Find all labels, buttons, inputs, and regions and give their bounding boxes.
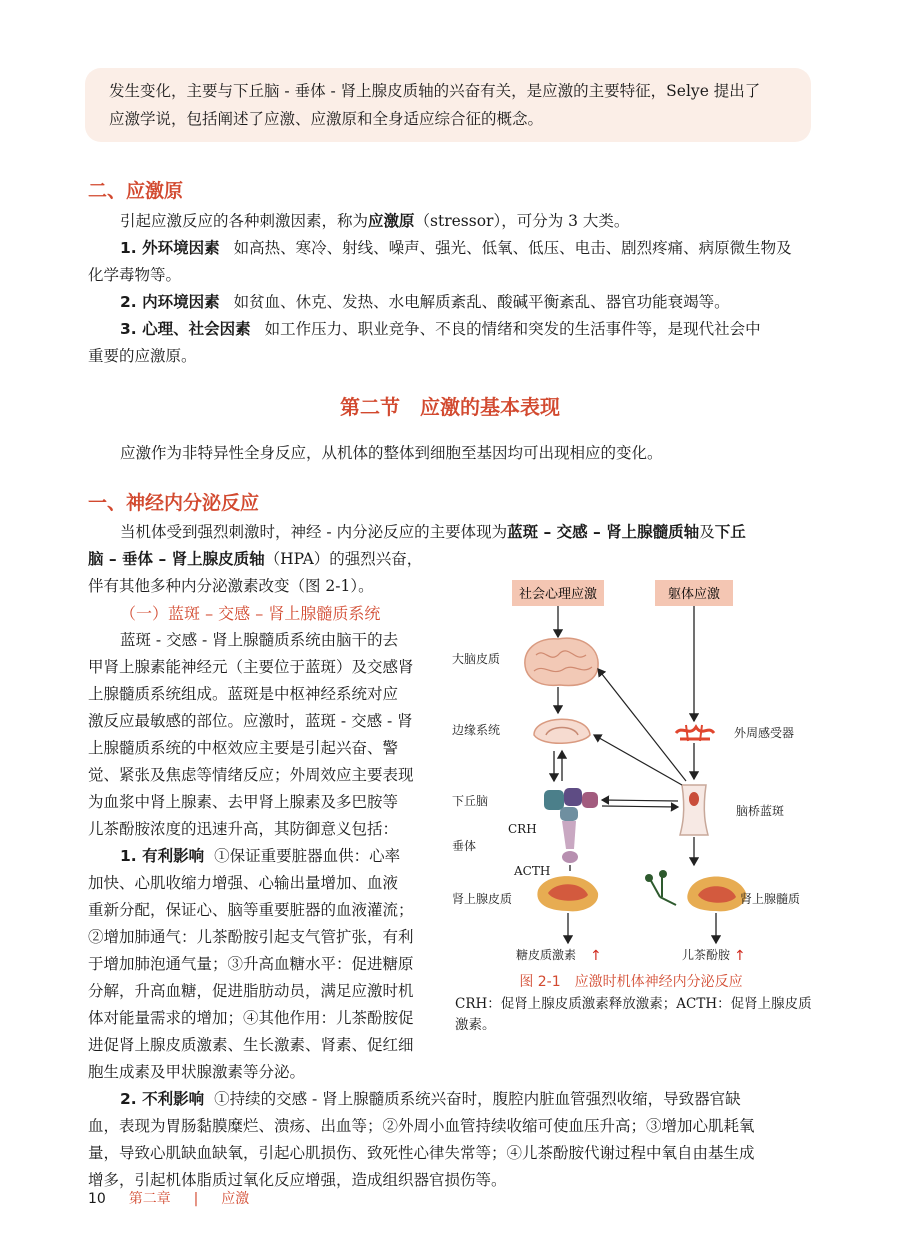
lc-subheading: （一）蓝斑 – 交感 – 肾上腺髓质系统: [120, 604, 381, 623]
lc-line: 为血浆中肾上腺素、去甲肾上腺素及多巴胺等: [88, 793, 399, 811]
label-cortex: 大脑皮质: [452, 652, 501, 666]
stressor-heading: 二、应激原: [88, 180, 184, 202]
favorable-line: 胞生成素及甲状腺激素等分泌。: [88, 1063, 306, 1081]
body-stress-label: 躯体应激: [667, 587, 721, 602]
locus-coeruleus-icon: [680, 785, 708, 835]
favorable-line: 重新分配，保证心、脑等重要脏器的血液灌流；: [88, 901, 414, 919]
label-acth: ACTH: [514, 864, 551, 878]
footer-separator: |: [193, 1191, 199, 1207]
section-title: 第二节 应激的基本表现: [340, 395, 560, 419]
favorable-line: 于增加肺泡通气量；③升高血糖水平：促进糖原: [88, 955, 414, 973]
intro-summary-box: [85, 68, 811, 142]
figure-note: CRH：促肾上腺皮质激素释放激素；ACTH：促肾上腺皮质激素。: [455, 996, 812, 1033]
adrenal-cortex-icon: [537, 876, 598, 911]
favorable-line-1: 1. 有利影响 ①保证重要脏器血供：心率: [120, 847, 401, 865]
intro-line-2: 应激学说，包括阐述了应激、应激原和全身适应综合征的概念。: [109, 110, 544, 128]
stressor-item-1-cont: 化学毒物等。: [88, 266, 182, 284]
favorable-line: ②增加肺通气：儿茶酚胺引起支气管扩张，有利: [88, 928, 414, 946]
label-glucocorticoid: 糖皮质激素: [516, 948, 577, 962]
favorable-line: 体对能量需求的增加；④其他作用：儿茶酚胺促: [88, 1009, 414, 1027]
label-adrenal-medulla: 肾上腺髓质: [740, 892, 801, 906]
stressor-item-3: 3. 心理、社会因素 如工作压力、职业竞争、不良的情绪和突发的生活事件等，是现代社会中: [120, 320, 761, 338]
cortex-brain-icon: [525, 638, 598, 685]
favorable-line: 分解，升高血糖，促进脂肪动员，满足应激时机: [88, 982, 414, 1000]
lc-line: 儿茶酚胺浓度的迅速升高，其防御意义包括：: [88, 820, 399, 838]
stressor-item-1: 1. 外环境因素 如高热、寒冷、射线、噪声、强光、低氧、低压、电击、剧烈疼痛、病原微生物及: [120, 239, 792, 257]
catecholamine-up-arrow-icon: ↑: [734, 948, 746, 964]
lc-line: 觉、紧张及焦虑等情绪反应；外周效应主要表现: [88, 766, 414, 784]
label-crh: CRH: [508, 822, 537, 836]
lc-line: 上腺髓质系统的中枢效应主要是引起兴奋、警: [88, 739, 399, 757]
unfavorable-line: 增多，引起机体脂质过氧化反应增强，造成组织器官损伤等。: [88, 1171, 507, 1189]
glucocorticoid-up-arrow-icon: ↑: [590, 948, 602, 964]
label-catecholamine: 儿茶酚胺: [682, 948, 731, 962]
label-hypothalamus: 下丘脑: [452, 794, 489, 808]
lc-line: 上腺髓质系统组成。蓝斑是中枢神经系统对应: [88, 685, 399, 703]
label-limbic: 边缘系统: [452, 723, 501, 737]
neuroendocrine-figure: [450, 575, 812, 975]
neuro-p1-line3: 伴有其他多种内分泌激素改变（图 2-1）。: [88, 577, 374, 595]
psych-stress-label: 社会心理应激: [518, 587, 598, 602]
chapter-label: 第二章: [128, 1191, 171, 1207]
lc-line: 甲肾上腺素能神经元（主要位于蓝斑）及交感肾: [88, 658, 414, 676]
label-pituitary: 垂体: [452, 839, 477, 853]
intro-line-1: 发生变化，主要与下丘脑 - 垂体 - 肾上腺皮质轴的兴奋有关，是应激的主要特征，Selye 提出了: [109, 82, 761, 100]
label-adrenal-cortex: 肾上腺皮质: [452, 892, 513, 906]
lc-line: 激反应最敏感的部位。应激时，蓝斑 - 交感 - 肾: [88, 712, 413, 730]
neuro-p1-line2: 脑 – 垂体 – 肾上腺皮质轴（HPA）的强烈兴奋，: [88, 550, 423, 568]
peripheral-receptor-icon: [676, 725, 714, 741]
stressor-item-2: 2. 内环境因素 如贫血、休克、发热、水电解质紊乱、酸碱平衡紊乱、器官功能衰竭等。: [120, 293, 730, 311]
neuro-p1-line1: 当机体受到强烈刺激时，神经 - 内分泌反应的主要体现为蓝斑 – 交感 – 肾上腺髓质轴及下丘: [120, 523, 746, 541]
lc-line: 蓝斑 - 交感 - 肾上腺髓质系统由脑干的去: [120, 631, 399, 649]
favorable-line: 加快、心肌收缩力增强、心输出量增加、血液: [88, 874, 399, 892]
unfavorable-line: 血，表现为胃肠黏膜糜烂、溃疡、出血等；②外周小血管持续收缩可使血压升高；③增加心肌耗氧: [88, 1117, 755, 1135]
figure-caption: 图 2-1 应激时机体神经内分泌反应: [519, 974, 743, 990]
hypothalamus-pituitary-icon: [544, 788, 598, 863]
page-number: 10: [88, 1191, 106, 1207]
unfavorable-line: 量，导致心肌缺血缺氧，引起心肌损伤、致死性心律失常等；④儿茶酚胺代谢过程中氧自由基生成: [88, 1144, 755, 1162]
adrenal-medulla-icon: [645, 870, 746, 911]
unfavorable-line-1: 2. 不利影响 ①持续的交感 - 肾上腺髓质系统兴奋时，腹腔内脏血管强烈收缩，导致器官缺: [120, 1090, 741, 1108]
limbic-system-icon: [534, 719, 590, 743]
stressor-item-3-cont: 重要的应激原。: [88, 347, 197, 365]
favorable-line: 进促肾上腺皮质激素、生长激素、肾素、促红细: [88, 1036, 414, 1054]
neuro-heading: 一、神经内分泌反应: [88, 492, 260, 514]
label-peripheral-receptor: 外周感受器: [734, 726, 795, 740]
page-footer: [88, 1188, 249, 1208]
label-locus-coeruleus: 脑桥蓝斑: [736, 804, 785, 818]
stressor-intro: 引起应激反应的各种刺激因素，称为应激原（stressor），可分为 3 大类。: [120, 212, 630, 230]
section-intro: 应激作为非特异性全身反应，从机体的整体到细胞至基因均可出现相应的变化。: [120, 444, 663, 462]
chapter-title: 应激: [221, 1191, 250, 1207]
